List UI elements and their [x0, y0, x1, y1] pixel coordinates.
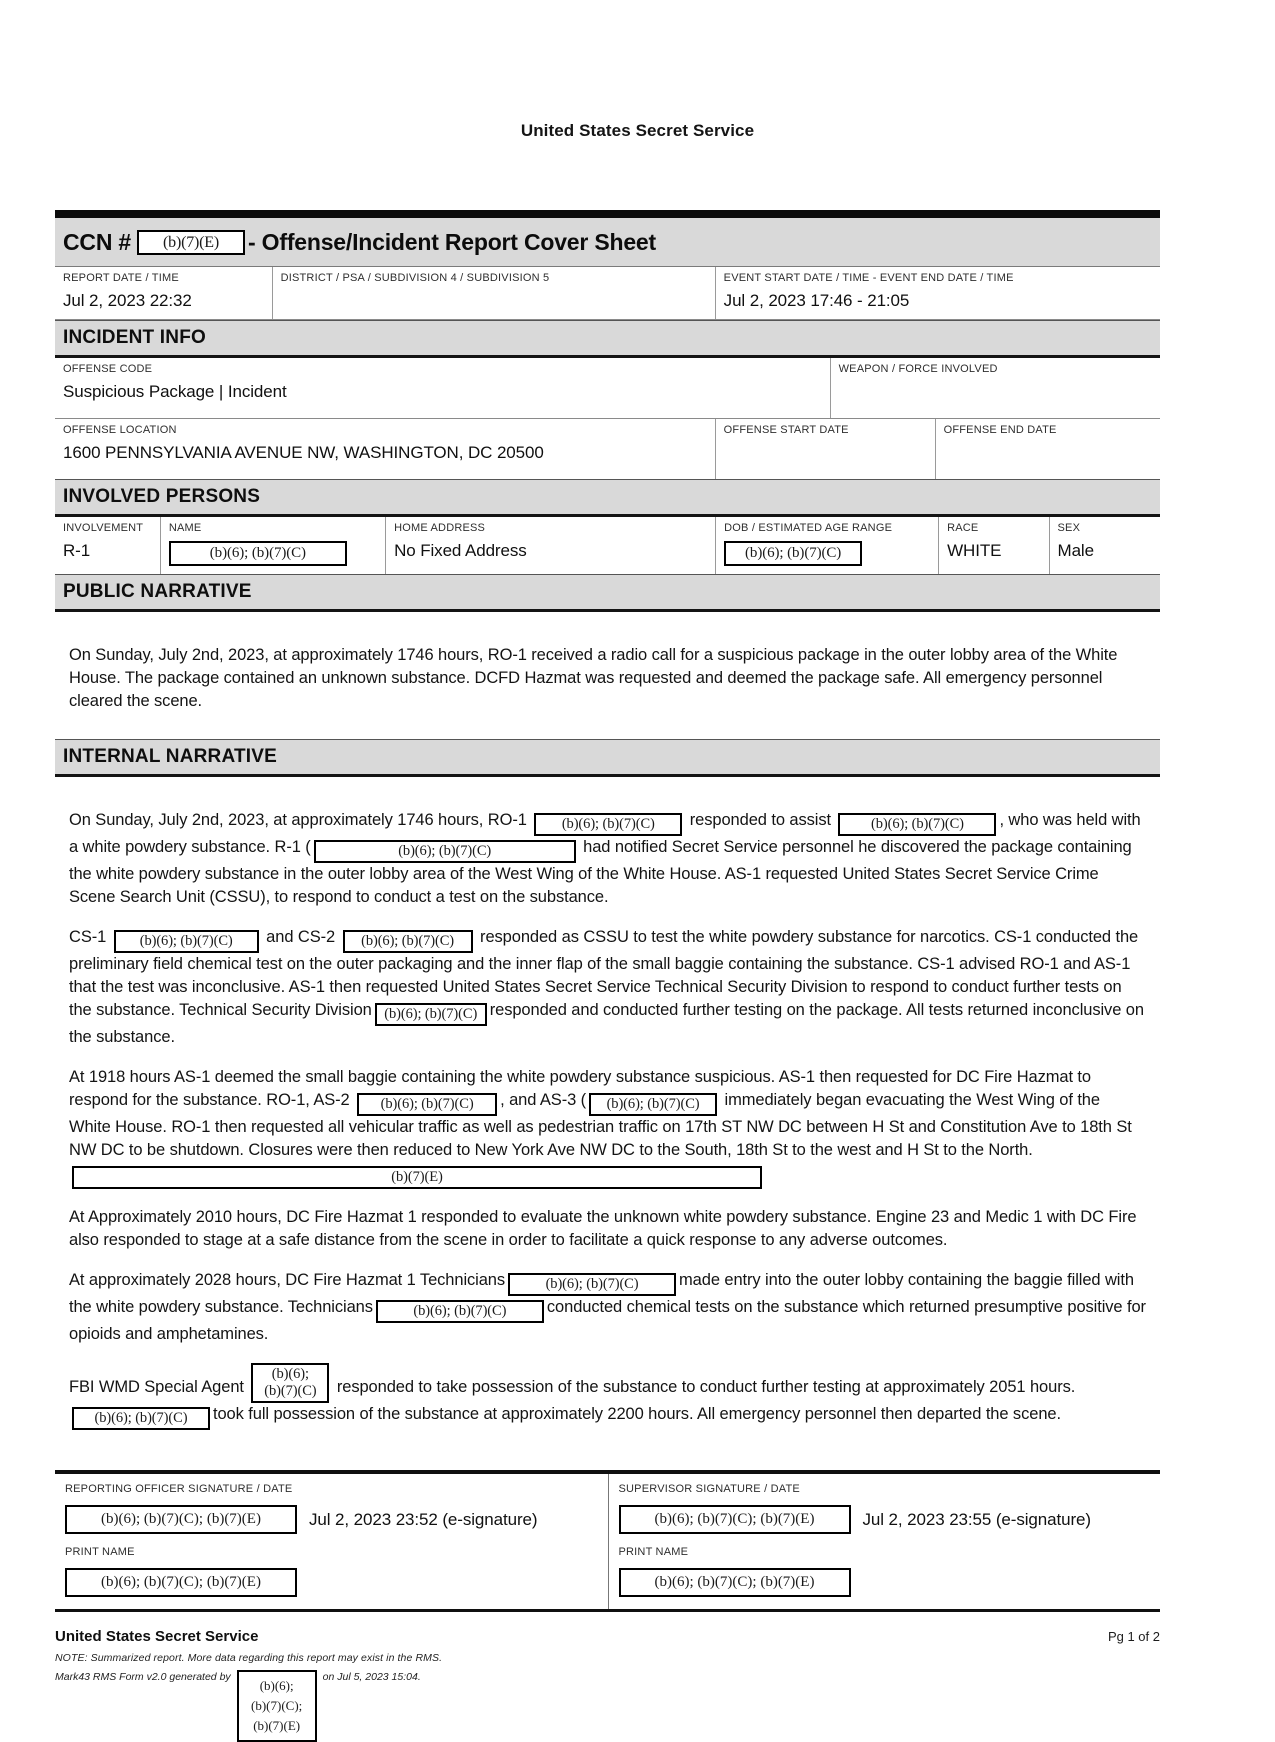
event-dates-value: Jul 2, 2023 17:46 - 21:05 [723, 291, 910, 310]
weapon-value [839, 382, 1152, 410]
district-cell [272, 267, 715, 319]
public-narrative-paragraph: On Sunday, July 2nd, 2023, at approximately 1746 hours, RO-1 received a radio call for a suspicious package in the outer lobby area of the White House. The package contained an unknown substance. DCFD Hazmat was requested and deemed the package safe. All emergency personnel cleared the scene. [69, 646, 1118, 710]
reporting-officer-signature-redaction-box: (b)(6); (b)(7)(C); (b)(7)(E) [65, 1505, 297, 1534]
supervisor-signature-redaction-box: (b)(6); (b)(7)(C); (b)(7)(E) [619, 1505, 851, 1534]
report-date-value: Jul 2, 2023 22:32 [63, 291, 192, 310]
dob-label: DOB / ESTIMATED AGE RANGE [724, 522, 893, 534]
supervisor-signature-label: SUPERVISOR SIGNATURE / DATE [618, 1483, 800, 1495]
footer-generated-text: Mark43 RMS Form v2.0 generated by [55, 1671, 231, 1683]
redaction-box: (b)(6); (b)(7)(C) [251, 1363, 329, 1403]
offense-location-value: 1600 PENNSYLVANIA AVENUE NW, WASHINGTON, DC 20500 [63, 443, 544, 462]
race-cell [938, 517, 1048, 574]
section-internal-narrative: INTERNAL NARRATIVE [55, 739, 1160, 777]
offense-location-label: OFFENSE LOCATION [63, 424, 177, 436]
offense-code-cell [55, 358, 830, 418]
offense-code-label: OFFENSE CODE [63, 363, 153, 375]
weapon-cell [830, 358, 1160, 418]
section-public-narrative: PUBLIC NARRATIVE [55, 574, 1160, 612]
dob-redaction-box: (b)(6); (b)(7)(C) [724, 541, 862, 566]
home-address-cell [385, 517, 715, 574]
redaction-box: (b)(6); (b)(7)(C) [343, 930, 473, 953]
reporting-officer-print-name-label: PRINT NAME [65, 1546, 135, 1558]
weapon-label: WEAPON / FORCE INVOLVED [838, 363, 998, 375]
offense-end-value [944, 443, 1152, 471]
supervisor-print-name-redaction-box: (b)(6); (b)(7)(C); (b)(7)(E) [619, 1568, 851, 1597]
internal-narrative-paragraph-3: At 1918 hours AS-1 deemed the small baggie containing the white powdery substance suspicious. AS-1 then requested for DC Fire Hazmat to respond for the substance. RO-1, AS-2 (b)(6); (b)(7)(C) , and AS-3 ( (b)(6); (b)(7)(C) immediately began evacuating the West Wing of the White House. RO-1 then requested all vehicular traffic as well as pedestrian traffic on 17th ST NW DC between H St and Constitution Ave to 18th St NW DC to be shutdown. Closures were then reduced to New York Ave NW DC to the South, 18th St to the west and H St to the North. (b)(7)(E) [69, 1066, 1146, 1189]
district-label: DISTRICT / PSA / SUBDIVISION 4 / SUBDIVISION 5 [280, 272, 550, 284]
reporting-officer-print-name-redaction-box: (b)(6); (b)(7)(C); (b)(7)(E) [65, 1568, 297, 1597]
supervisor-signature-date: Jul 2, 2023 23:55 (e-signature) [862, 1509, 1091, 1529]
offense-location-row [55, 419, 1160, 479]
home-address-label: HOME ADDRESS [394, 522, 486, 534]
footer-generated-line [55, 1668, 1160, 1742]
footer-note: NOTE: Summarized report. More data regarding this report may exist in the RMS. [55, 1652, 443, 1664]
page-footer [55, 1628, 1160, 1742]
section-incident-info: INCIDENT INFO [55, 320, 1160, 358]
internal-narrative-paragraph-6: FBI WMD Special Agent (b)(6); (b)(7)(C) responded to take possession of the substance to conduct further testing at approximately 2051 hours. (b)(6); (b)(7)(C) took full possession of the substance at approximately 2200 hours. All emergency personnel then departed the scene. [69, 1363, 1146, 1430]
event-dates-label: EVENT START DATE / TIME - EVENT END DATE / TIME [723, 272, 1014, 284]
redaction-box: (b)(6); (b)(7)(C) [72, 1407, 210, 1430]
reporting-officer-signature-label: REPORTING OFFICER SIGNATURE / DATE [65, 1483, 293, 1495]
internal-narrative-paragraph-4: At Approximately 2010 hours, DC Fire Hazmat 1 responded to evaluate the unknown white powdery substance. Engine 23 and Medic 1 with DC Fire also responded to stage at a safe distance from the scene in order to facilitate a quick response to any adverse outcomes. [69, 1208, 1137, 1249]
internal-narrative-paragraph-1: On Sunday, July 2nd, 2023, at approximately 1746 hours, RO-1 (b)(6); (b)(7)(C) responded to assist (b)(6); (b)(7)(C) , who was held with a white powdery substance. R-1 ( (b)(6); (b)(7)(C) had notified Secret Service personnel he discovered the package containing the white powdery substance in the outer lobby area of the West Wing of the White House. AS-1 requested United States Secret Service Crime Scene Search Unit (CSSU), to respond to conduct a test on the substance. [69, 811, 1141, 906]
section-involved-persons: INVOLVED PERSONS [55, 479, 1160, 517]
redaction-box: (b)(7)(E) [72, 1166, 762, 1189]
redaction-box: (b)(6); (b)(7)(C) [838, 813, 996, 836]
name-label: NAME [168, 522, 202, 534]
offense-end-label: OFFENSE END DATE [943, 424, 1057, 436]
agency-header: United States Secret Service [520, 121, 755, 140]
internal-narrative-paragraph-5: At approximately 2028 hours, DC Fire Hazmat 1 Technicians (b)(6); (b)(7)(C) made entry into the outer lobby containing the baggie filled with the white powdery substance. Technicians (b)(6); (b)(7)(C) conducted chemical tests on the substance which returned presumptive positive for opioids and amphetamines. [69, 1271, 1146, 1343]
internal-narrative [55, 777, 1160, 1456]
sex-label: SEX [1057, 522, 1081, 534]
internal-narrative-paragraph-2: CS-1 (b)(6); (b)(7)(C) and CS-2 (b)(6); (b)(7)(C) responded as CSSU to test the white powdery substance for narcotics. CS-1 conducted the preliminary field chemical test on the outer packaging and the inner flap of the small baggie containing the substance. CS-1 advised RO-1 and AS-1 that the test was inconclusive. AS-1 then requested United States Secret Service Technical Security Division to respond to conduct further tests on the substance. Technical Security Division (b)(6); (b)(7)(C) responded and conducted further testing on the package. All tests returned inconclusive on the substance. [69, 928, 1144, 1046]
supervisor-print-name-label: PRINT NAME [618, 1546, 689, 1558]
involvement-value: R-1 [63, 541, 91, 560]
ccn-prefix: CCN # [63, 229, 132, 255]
offense-start-label: OFFENSE START DATE [723, 424, 849, 436]
report-document [55, 210, 1160, 1742]
offense-start-cell [715, 419, 935, 479]
name-redaction-box: (b)(6); (b)(7)(C) [169, 541, 347, 566]
supervisor-block [608, 1474, 1161, 1609]
footer-generated-text: on Jul 5, 2023 15:04. [322, 1671, 421, 1683]
reporting-officer-signature-date: Jul 2, 2023 23:52 (e-signature) [309, 1509, 538, 1529]
report-date-label: REPORT DATE / TIME [63, 272, 179, 284]
race-value: WHITE [947, 541, 1002, 560]
involved-persons-row [55, 517, 1160, 574]
redaction-box: (b)(6); (b)(7)(C) [508, 1273, 676, 1296]
footer-agency: United States Secret Service [55, 1628, 259, 1645]
ccn-redaction-box: (b)(7)(E) [137, 230, 245, 255]
race-label: RACE [947, 522, 979, 534]
top-black-bar [55, 210, 1160, 218]
sex-cell [1049, 517, 1161, 574]
reporting-officer-block [55, 1474, 608, 1609]
offense-end-cell [935, 419, 1160, 479]
redaction-box: (b)(6); (b)(7)(C) [114, 930, 259, 953]
page-title: - Offense/Incident Report Cover Sheet [248, 229, 656, 255]
report-meta-row [55, 267, 1160, 320]
home-address-value: No Fixed Address [394, 541, 527, 560]
dob-cell [715, 517, 938, 574]
offense-code-value: Suspicious Package | Incident [63, 382, 287, 401]
sex-value: Male [1057, 541, 1094, 560]
event-dates-cell [715, 267, 1160, 319]
offense-code-row [55, 358, 1160, 419]
title-band [55, 218, 1160, 267]
offense-location-cell [55, 419, 715, 479]
footer-page-number: Pg 1 of 2 [1107, 1629, 1160, 1644]
involvement-cell [55, 517, 160, 574]
involvement-label: INVOLVEMENT [63, 522, 144, 534]
redaction-box: (b)(6); (b)(7)(C) [357, 1093, 497, 1116]
redaction-box: (b)(6); (b)(7)(C) [534, 813, 682, 836]
report-date-cell [55, 267, 272, 319]
redaction-box: (b)(6); (b)(7)(C) [376, 1300, 544, 1323]
name-cell [160, 517, 385, 574]
offense-start-value [724, 443, 927, 471]
public-narrative [55, 612, 1160, 739]
signature-section [55, 1470, 1160, 1612]
redaction-box: (b)(6); (b)(7)(C); (b)(7)(E) [237, 1670, 317, 1742]
redaction-box: (b)(6); (b)(7)(C) [314, 840, 576, 863]
redaction-box: (b)(6); (b)(7)(C) [589, 1093, 717, 1116]
redaction-box: (b)(6); (b)(7)(C) [375, 1003, 487, 1026]
